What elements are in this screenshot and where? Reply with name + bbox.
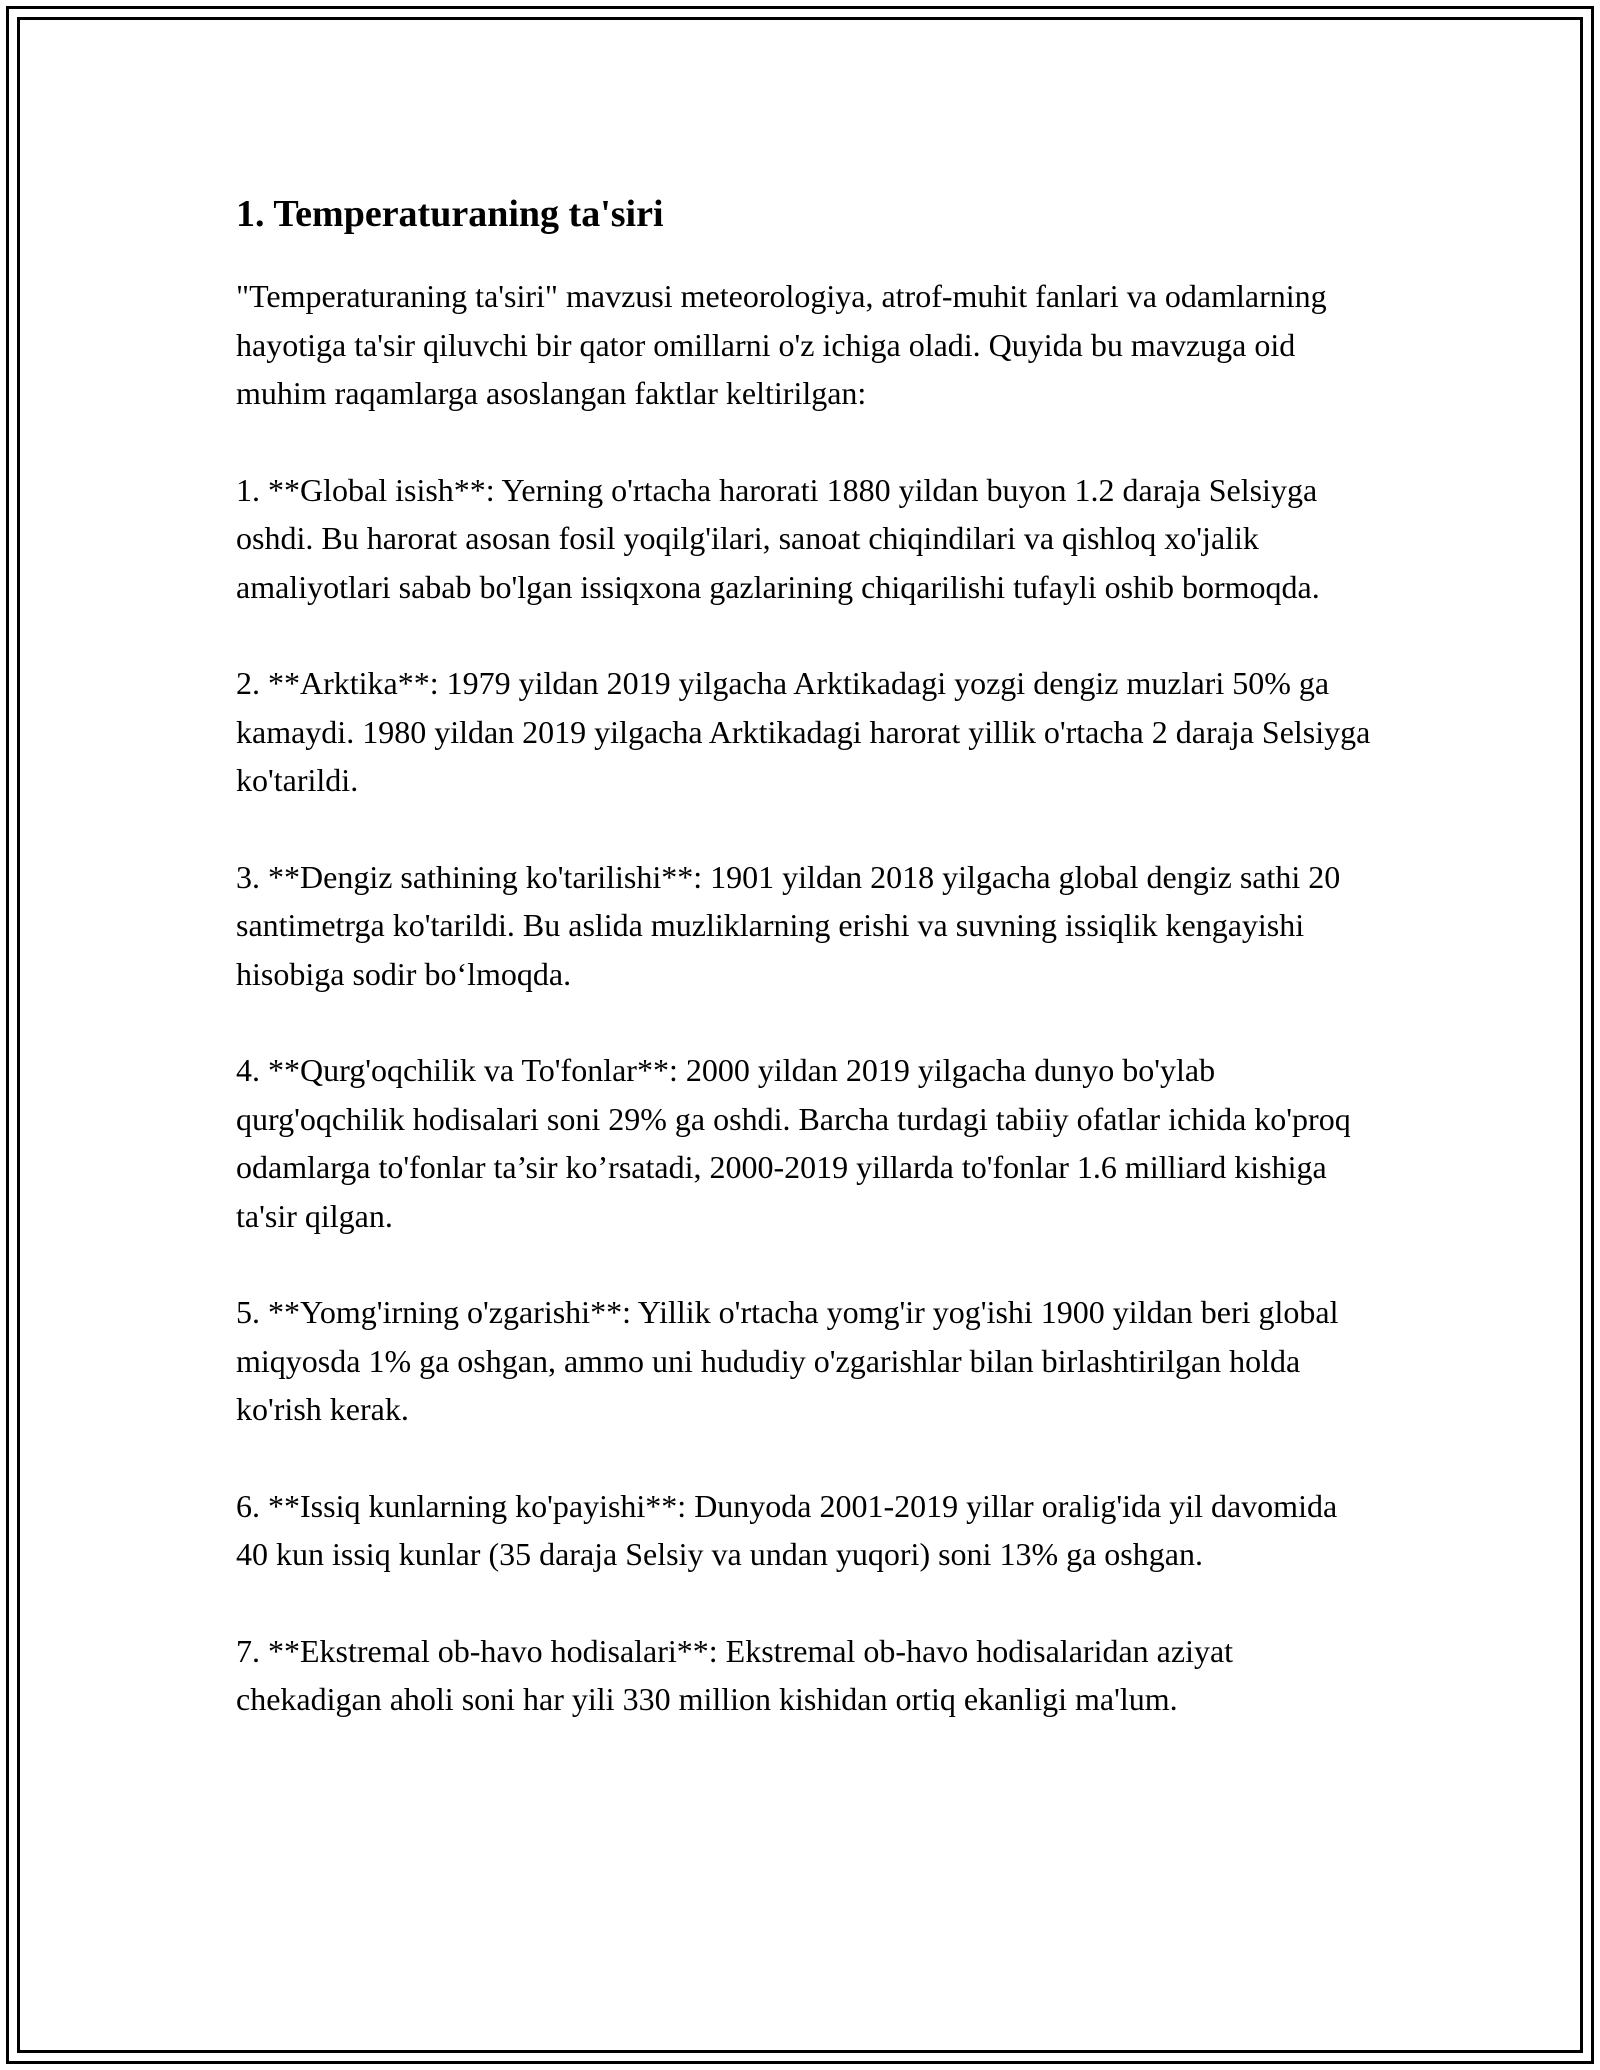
- document-body: [236, 186, 1376, 1772]
- fact-item-extreme-weather: 7. **Ekstremal ob-havo hodisalari**: Ekstremal ob-havo hodisalaridan aziyat chekadigan aholi soni har yili 330 million kishidan ortiq ekanligi ma'lum.: [236, 1632, 1234, 1717]
- fact-item-global-warming: 1. **Global isish**: Yerning o'rtacha harorati 1880 yildan buyon 1.2 daraja Selsiyga oshdi. Bu harorat asosan fosil yoqilg'ilari, sanoat chiqindilari va qishloq xo'jalik amaliyotlari sabab bo'lgan issiqxona gazlarining chiqarilishi tufayli oshib bormoqda.: [236, 471, 1320, 605]
- section-title: 1. Temperaturaning ta'siri: [236, 193, 664, 235]
- fact-item-rainfall: 5. **Yomg'irning o'zgarishi**: Yillik o'rtacha yomg'ir yog'ishi 1900 yildan beri global miqyosda 1% ga oshgan, ammo uni hududiy o'zgarishlar bilan birlashtirilgan holda ko'rish kerak.: [236, 1294, 1339, 1427]
- intro-paragraph: "Temperaturaning ta'siri" mavzusi meteorologiya, atrof-muhit fanlari va odamlarning hayotiga ta'sir qiluvchi bir qator omillarni o'z ichiga oladi. Quyida bu mavzuga oid muhim raqamlarga asoslangan faktlar keltirilgan:: [236, 278, 1327, 411]
- fact-item-drought-floods: 4. **Qurg'oqchilik va To'fonlar**: 2000 yildan 2019 yilgacha dunyo bo'ylab qurg'oqchilik hodisalari soni 29% ga oshdi. Barcha turdagi tabiiy ofatlar ichida ko'proq odamlarga to'fonlar ta’sir ko’rsatadi, 2000-2019 yillarda to'fonlar 1.6 milliard kishiga ta'sir qilgan.: [236, 1052, 1351, 1234]
- fact-item-arctic: 2. **Arktika**: 1979 yildan 2019 yilgacha Arktikadagi yozgi dengiz muzlari 50% ga kamaydi. 1980 yildan 2019 yilgacha Arktikadagi harorat yillik o'rtacha 2 daraja Selsiyga ko'tarildi.: [236, 665, 1371, 798]
- fact-item-hot-days: 6. **Issiq kunlarning ko'payishi**: Dunyoda 2001-2019 yillar oralig'ida yil davomida 40 kun issiq kunlar (35 daraja Selsiy va undan yuqori) soni 13% ga oshgan.: [236, 1487, 1338, 1572]
- fact-item-sea-level: 3. **Dengiz sathining ko'tarilishi**: 1901 yildan 2018 yilgacha global dengiz sathi 20 santimetrga ko'tarildi. Bu aslida muzliklarning erishi va suvning issiqlik kengayishi hisobiga sodir bo‘lmoqda.: [236, 858, 1341, 992]
